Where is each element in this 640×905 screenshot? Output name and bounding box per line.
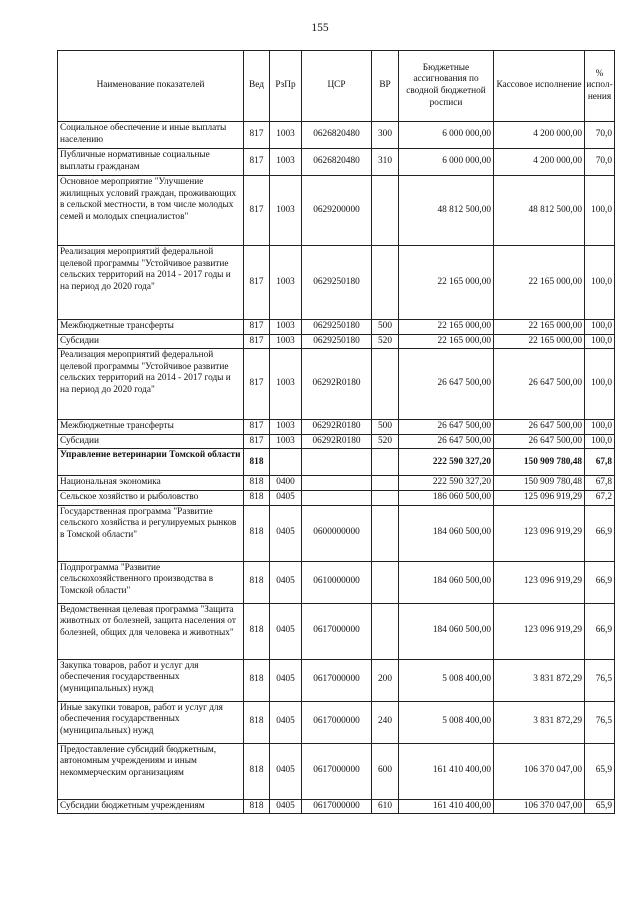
table-body — [58, 122, 615, 814]
cell-ved: 817 — [244, 122, 270, 149]
cell-name: Ведомственная целевая программа "Защита животных от болезней, защита населения от болезней, общих для человека и животных" — [58, 603, 244, 659]
cell-csr — [302, 449, 372, 476]
cell-name: Реализация мероприятий федеральной целевой программы "Устойчивое развитие сельских территорий на 2014 - 2017 годы и на период до 2020 года" — [58, 246, 244, 320]
cell-vr — [372, 561, 399, 603]
cell-csr: 06292R0180 — [302, 420, 372, 435]
cell-ved: 818 — [244, 603, 270, 659]
cell-name: Публичные нормативные социальные выплаты гражданам — [58, 149, 244, 176]
cell-allocations: 22 165 000,00 — [399, 246, 494, 320]
cell-ved: 818 — [244, 799, 270, 814]
table-row — [58, 434, 615, 449]
cell-allocations: 5 008 400,00 — [399, 701, 494, 743]
cell-cash: 125 096 919,29 — [494, 491, 585, 506]
cell-cash: 150 909 780,48 — [494, 449, 585, 476]
table-row — [58, 449, 615, 476]
cell-allocations: 26 647 500,00 — [399, 420, 494, 435]
cell-allocations: 184 060 500,00 — [399, 603, 494, 659]
header-csr: ЦСР — [302, 51, 372, 122]
cell-cash: 22 165 000,00 — [494, 334, 585, 349]
cell-vr: 520 — [372, 434, 399, 449]
cell-percent: 100,0 — [585, 420, 615, 435]
cell-percent: 100,0 — [585, 320, 615, 335]
cell-rzpr: 1003 — [270, 434, 302, 449]
cell-cash: 106 370 047,00 — [494, 743, 585, 799]
table-row — [58, 476, 615, 491]
cell-percent: 67,8 — [585, 449, 615, 476]
table-row — [58, 561, 615, 603]
table-row — [58, 799, 615, 814]
cell-allocations: 22 165 000,00 — [399, 320, 494, 335]
header-rzpr: РзПр — [270, 51, 302, 122]
cell-vr — [372, 491, 399, 506]
cell-rzpr: 1003 — [270, 122, 302, 149]
cell-name: Межбюджетные трансферты — [58, 420, 244, 435]
cell-allocations: 26 647 500,00 — [399, 434, 494, 449]
cell-rzpr: 0400 — [270, 476, 302, 491]
header-cash: Кассовое исполнение — [494, 51, 585, 122]
cell-ved: 817 — [244, 149, 270, 176]
cell-percent: 65,9 — [585, 743, 615, 799]
cell-allocations: 6 000 000,00 — [399, 122, 494, 149]
cell-ved: 817 — [244, 349, 270, 420]
cell-csr: 06292R0180 — [302, 349, 372, 420]
cell-allocations: 222 590 327,20 — [399, 476, 494, 491]
header-percent: % испол-нения — [585, 51, 615, 122]
cell-cash: 123 096 919,29 — [494, 603, 585, 659]
cell-ved: 818 — [244, 659, 270, 701]
cell-allocations: 184 060 500,00 — [399, 505, 494, 561]
cell-vr: 500 — [372, 320, 399, 335]
cell-ved: 817 — [244, 334, 270, 349]
cell-vr: 300 — [372, 122, 399, 149]
cell-allocations: 26 647 500,00 — [399, 349, 494, 420]
table-row — [58, 246, 615, 320]
cell-cash: 3 831 872,29 — [494, 659, 585, 701]
header-vr: ВР — [372, 51, 399, 122]
cell-rzpr: 0405 — [270, 505, 302, 561]
cell-ved: 818 — [244, 743, 270, 799]
budget-table — [57, 50, 615, 814]
table-row — [58, 320, 615, 335]
cell-vr — [372, 449, 399, 476]
cell-name: Основное мероприятие "Улучшение жилищных условий граждан, проживающих в сельской местности, в том числе молодых семей и молодых специалистов" — [58, 176, 244, 246]
cell-ved: 818 — [244, 476, 270, 491]
cell-allocations: 161 410 400,00 — [399, 743, 494, 799]
cell-percent: 70,0 — [585, 122, 615, 149]
cell-rzpr: 1003 — [270, 320, 302, 335]
cell-rzpr: 1003 — [270, 246, 302, 320]
table-row — [58, 659, 615, 701]
cell-rzpr — [270, 449, 302, 476]
cell-rzpr: 1003 — [270, 420, 302, 435]
cell-vr: 500 — [372, 420, 399, 435]
cell-percent: 100,0 — [585, 434, 615, 449]
cell-percent: 100,0 — [585, 176, 615, 246]
cell-cash: 26 647 500,00 — [494, 420, 585, 435]
cell-vr: 600 — [372, 743, 399, 799]
cell-csr: 0617000000 — [302, 743, 372, 799]
cell-vr — [372, 505, 399, 561]
cell-name: Предоставление субсидий бюджетным, автономным учреждениям и иным некоммерческим организациям — [58, 743, 244, 799]
cell-rzpr: 0405 — [270, 743, 302, 799]
cell-allocations: 6 000 000,00 — [399, 149, 494, 176]
cell-cash: 26 647 500,00 — [494, 349, 585, 420]
cell-name: Управление ветеринарии Томской области — [58, 449, 244, 476]
cell-cash: 48 812 500,00 — [494, 176, 585, 246]
cell-percent: 67,8 — [585, 476, 615, 491]
cell-cash: 4 200 000,00 — [494, 149, 585, 176]
cell-name: Закупка товаров, работ и услуг для обеспечения государственных (муниципальных) нужд — [58, 659, 244, 701]
cell-csr: 0629250180 — [302, 320, 372, 335]
cell-csr: 0629250180 — [302, 334, 372, 349]
cell-csr: 0629200000 — [302, 176, 372, 246]
table-row — [58, 505, 615, 561]
cell-percent: 100,0 — [585, 334, 615, 349]
cell-rzpr: 0405 — [270, 561, 302, 603]
cell-percent: 76,5 — [585, 701, 615, 743]
cell-name: Иные закупки товаров, работ и услуг для обеспечения государственных (муниципальных) нужд — [58, 701, 244, 743]
cell-ved: 818 — [244, 449, 270, 476]
cell-vr: 520 — [372, 334, 399, 349]
cell-ved: 817 — [244, 434, 270, 449]
cell-cash: 106 370 047,00 — [494, 799, 585, 814]
header-allocations: Бюджетные ассигнования по сводной бюджетной росписи — [399, 51, 494, 122]
cell-vr — [372, 349, 399, 420]
cell-vr: 200 — [372, 659, 399, 701]
cell-cash: 123 096 919,29 — [494, 561, 585, 603]
cell-rzpr: 1003 — [270, 149, 302, 176]
cell-vr: 610 — [372, 799, 399, 814]
cell-name: Социальное обеспечение и иные выплаты населению — [58, 122, 244, 149]
cell-vr — [372, 246, 399, 320]
cell-vr — [372, 476, 399, 491]
cell-cash: 22 165 000,00 — [494, 246, 585, 320]
table-row — [58, 603, 615, 659]
page-number: 155 — [311, 22, 329, 34]
cell-percent: 70,0 — [585, 149, 615, 176]
cell-allocations: 48 812 500,00 — [399, 176, 494, 246]
cell-name: Реализация мероприятий федеральной целевой программы "Устойчивое развитие сельских территорий на 2014 - 2017 годы и на период до 2020 года" — [58, 349, 244, 420]
table-row — [58, 122, 615, 149]
cell-csr: 0626820480 — [302, 149, 372, 176]
cell-ved: 817 — [244, 176, 270, 246]
cell-allocations: 22 165 000,00 — [399, 334, 494, 349]
cell-allocations: 186 060 500,00 — [399, 491, 494, 506]
table-row — [58, 334, 615, 349]
table-row — [58, 149, 615, 176]
cell-percent: 66,9 — [585, 561, 615, 603]
cell-name: Национальная экономика — [58, 476, 244, 491]
cell-vr — [372, 176, 399, 246]
cell-rzpr: 0405 — [270, 701, 302, 743]
cell-cash: 150 909 780,48 — [494, 476, 585, 491]
cell-vr — [372, 603, 399, 659]
cell-cash: 22 165 000,00 — [494, 320, 585, 335]
cell-allocations: 161 410 400,00 — [399, 799, 494, 814]
cell-csr — [302, 476, 372, 491]
cell-rzpr: 1003 — [270, 349, 302, 420]
cell-percent: 76,5 — [585, 659, 615, 701]
cell-cash: 4 200 000,00 — [494, 122, 585, 149]
table-row — [58, 349, 615, 420]
cell-rzpr: 1003 — [270, 176, 302, 246]
cell-percent: 65,9 — [585, 799, 615, 814]
cell-csr: 06292R0180 — [302, 434, 372, 449]
cell-percent: 100,0 — [585, 349, 615, 420]
cell-rzpr: 1003 — [270, 334, 302, 349]
cell-name: Межбюджетные трансферты — [58, 320, 244, 335]
cell-name: Сельское хозяйство и рыболовство — [58, 491, 244, 506]
cell-rzpr: 0405 — [270, 659, 302, 701]
cell-name: Подпрограмма "Развитие сельскохозяйственного производства в Томской области" — [58, 561, 244, 603]
header-ved: Вед — [244, 51, 270, 122]
cell-ved: 817 — [244, 420, 270, 435]
cell-ved: 817 — [244, 320, 270, 335]
cell-csr: 0617000000 — [302, 799, 372, 814]
table-row — [58, 743, 615, 799]
cell-csr: 0626820480 — [302, 122, 372, 149]
cell-ved: 818 — [244, 505, 270, 561]
cell-csr: 0600000000 — [302, 505, 372, 561]
cell-percent: 67,2 — [585, 491, 615, 506]
cell-name: Субсидии — [58, 334, 244, 349]
cell-csr: 0610000000 — [302, 561, 372, 603]
cell-csr — [302, 491, 372, 506]
cell-percent: 66,9 — [585, 505, 615, 561]
cell-csr: 0617000000 — [302, 701, 372, 743]
cell-rzpr: 0405 — [270, 799, 302, 814]
cell-allocations: 184 060 500,00 — [399, 561, 494, 603]
cell-allocations: 5 008 400,00 — [399, 659, 494, 701]
cell-percent: 66,9 — [585, 603, 615, 659]
cell-ved: 818 — [244, 561, 270, 603]
cell-cash: 3 831 872,29 — [494, 701, 585, 743]
cell-name: Субсидии — [58, 434, 244, 449]
table-header-row — [58, 51, 615, 122]
cell-ved: 817 — [244, 246, 270, 320]
cell-rzpr: 0405 — [270, 491, 302, 506]
table-row — [58, 491, 615, 506]
cell-ved: 818 — [244, 701, 270, 743]
cell-vr: 240 — [372, 701, 399, 743]
cell-name: Государственная программа "Развитие сельского хозяйства и регулируемых рынков в Томской области" — [58, 505, 244, 561]
header-name: Наименование показателей — [58, 51, 244, 122]
cell-cash: 123 096 919,29 — [494, 505, 585, 561]
table-row — [58, 176, 615, 246]
cell-csr: 0617000000 — [302, 659, 372, 701]
table-row — [58, 420, 615, 435]
cell-percent: 100,0 — [585, 246, 615, 320]
cell-csr: 0617000000 — [302, 603, 372, 659]
cell-name: Субсидии бюджетным учреждениям — [58, 799, 244, 814]
cell-csr: 0629250180 — [302, 246, 372, 320]
table-row — [58, 701, 615, 743]
cell-allocations: 222 590 327,20 — [399, 449, 494, 476]
cell-cash: 26 647 500,00 — [494, 434, 585, 449]
cell-ved: 818 — [244, 491, 270, 506]
cell-vr: 310 — [372, 149, 399, 176]
cell-rzpr: 0405 — [270, 603, 302, 659]
